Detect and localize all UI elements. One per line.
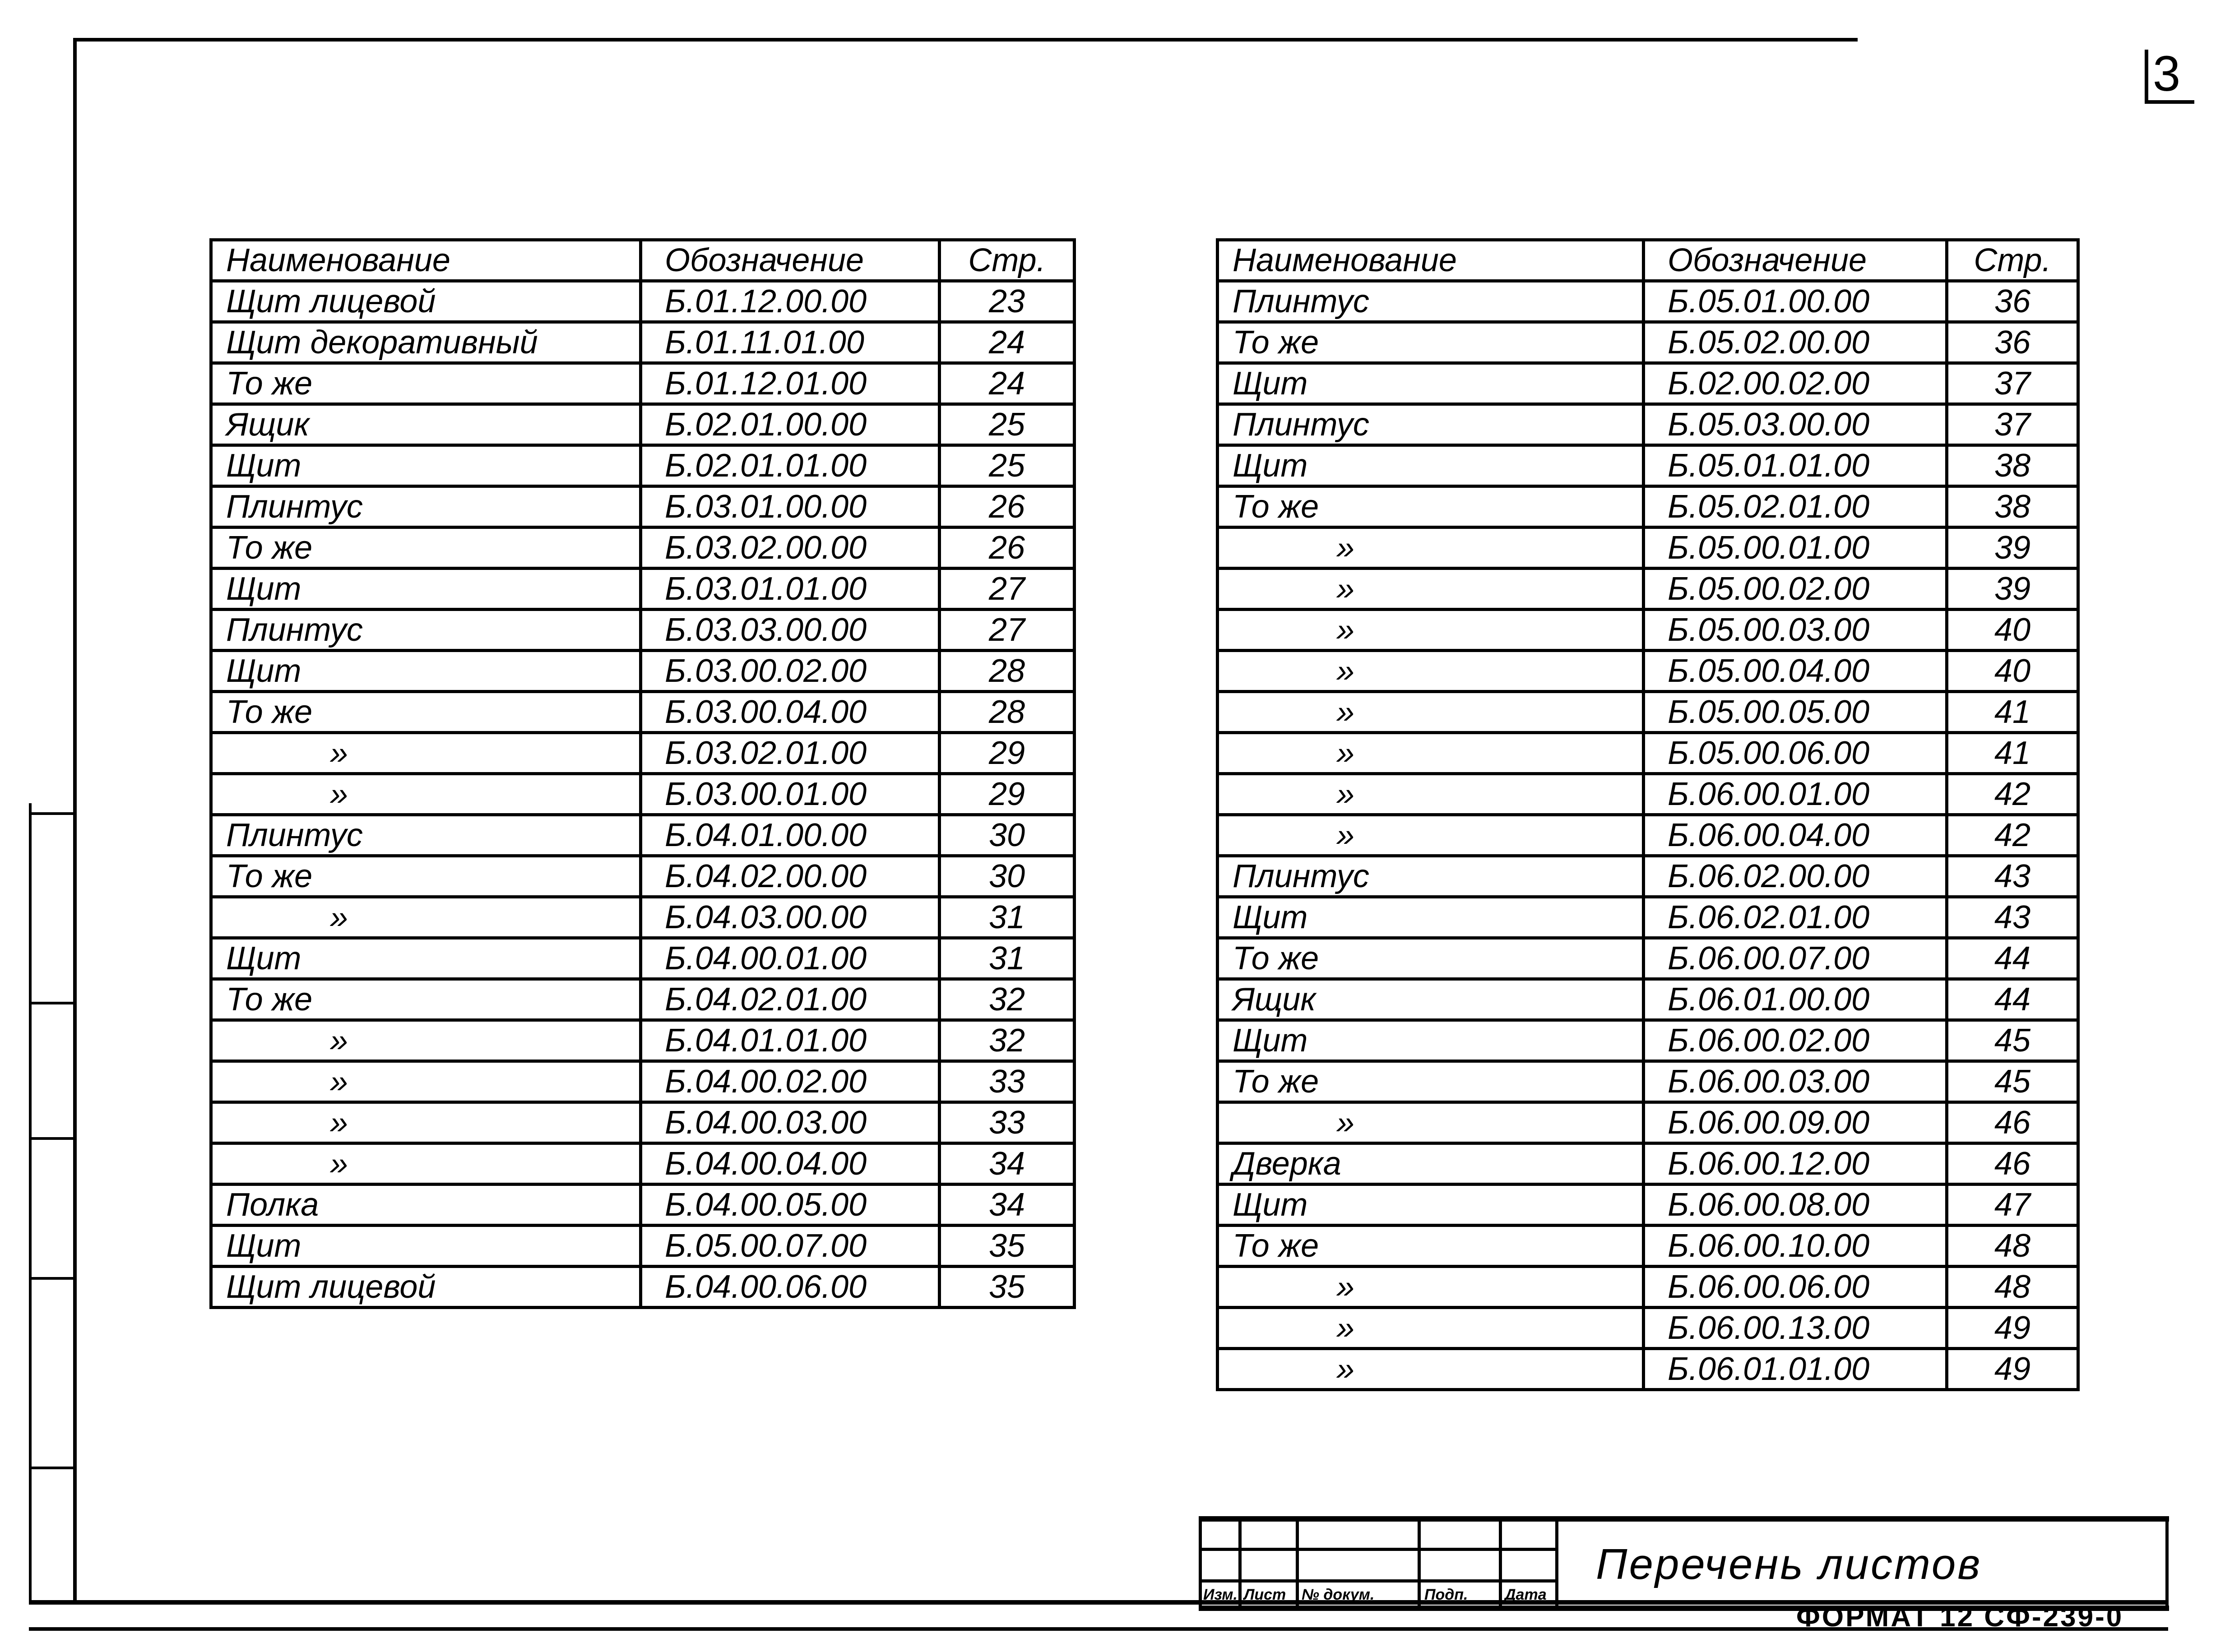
item-page: 34 [940,1185,1075,1226]
item-page: 38 [1947,445,2078,486]
item-designation: Б.05.01.01.00 [1644,445,1947,486]
item-designation: Б.06.00.09.00 [1644,1102,1947,1143]
table-row [1218,569,2078,610]
table-row [211,1020,1075,1061]
table-row [211,856,1075,897]
item-designation: Б.01.12.01.00 [641,363,940,404]
item-name: То же [1218,1226,1644,1267]
table-row [1218,897,2078,938]
header-page: Стр. [1947,240,2078,281]
item-name: » [1218,733,1644,774]
side-tick [29,812,74,815]
label-date: Дата [1505,1586,1547,1603]
item-designation: Б.06.00.12.00 [1644,1143,1947,1185]
item-name: Щит [211,569,641,610]
item-name: То же [1218,1061,1644,1102]
item-designation: Б.02.01.00.00 [641,404,940,445]
header-page: Стр. [940,240,1075,281]
item-page: 40 [1947,610,2078,651]
item-designation: Б.04.00.05.00 [641,1185,940,1226]
item-name: » [1218,1102,1644,1143]
item-designation: Б.05.00.07.00 [641,1226,940,1267]
table-header-row [211,240,1075,281]
item-name: » [1218,651,1644,692]
item-name: Щит декоративный [211,322,641,363]
item-name: То же [211,856,641,897]
item-name: То же [211,528,641,569]
item-designation: Б.04.00.02.00 [641,1061,940,1102]
item-designation: Б.05.00.01.00 [1644,528,1947,569]
item-designation: Б.03.01.00.00 [641,486,940,528]
item-name: » [1218,774,1644,815]
item-page: 37 [1947,404,2078,445]
item-name: » [211,774,641,815]
item-page: 39 [1947,569,2078,610]
label-signature: Подп. [1424,1586,1468,1603]
table-row [211,897,1075,938]
item-name: » [211,1143,641,1185]
item-page: 38 [1947,486,2078,528]
item-name: То же [1218,486,1644,528]
table-row [211,569,1075,610]
item-designation: Б.03.02.01.00 [641,733,940,774]
item-name: » [1218,569,1644,610]
item-name: То же [211,979,641,1020]
item-designation: Б.06.00.10.00 [1644,1226,1947,1267]
item-page: 34 [940,1143,1075,1185]
item-designation: Б.06.01.01.00 [1644,1349,1947,1390]
item-designation: Б.04.00.04.00 [641,1143,940,1185]
label-sheet: Лист [1244,1586,1286,1603]
table-row [211,610,1075,651]
table-row [211,528,1075,569]
item-page: 26 [940,486,1075,528]
sheet-number-bracket [2145,50,2148,104]
table-row [1218,692,2078,733]
table-row [211,404,1075,445]
item-page: 27 [940,610,1075,651]
table-row [1218,733,2078,774]
item-designation: Б.05.01.00.00 [1644,281,1947,322]
item-name: Щит [1218,1185,1644,1226]
item-designation: Б.01.11.01.00 [641,322,940,363]
item-name: Плинтус [1218,856,1644,897]
item-name: Щит лицевой [211,281,641,322]
item-page: 40 [1947,651,2078,692]
item-designation: Б.04.01.01.00 [641,1020,940,1061]
item-designation: Б.05.00.02.00 [1644,569,1947,610]
item-name: » [211,897,641,938]
item-designation: Б.02.01.01.00 [641,445,940,486]
item-name: Плинтус [211,610,641,651]
item-page: 35 [940,1226,1075,1267]
table-row [1218,1020,2078,1061]
item-designation: Б.06.00.01.00 [1644,774,1947,815]
item-name: » [211,733,641,774]
item-name: Щит [211,651,641,692]
item-page: 46 [1947,1143,2078,1185]
item-page: 42 [1947,774,2078,815]
document-title: Перечень листов [1596,1540,1982,1588]
header-designation: Обозначение [641,240,940,281]
label-doc-number: № докум. [1302,1586,1375,1603]
item-designation: Б.03.00.01.00 [641,774,940,815]
item-page: 39 [1947,528,2078,569]
header-designation: Обозначение [1644,240,1947,281]
item-designation: Б.04.00.01.00 [641,938,940,979]
format-line: ФОРМАТ 12 СФ-239-0 [1796,1601,2124,1633]
item-name: Плинтус [211,815,641,856]
table-row [211,1226,1075,1267]
side-tick [29,1467,74,1469]
item-page: 49 [1947,1349,2078,1390]
item-designation: Б.06.00.04.00 [1644,815,1947,856]
frame-left-line [73,38,77,1604]
table-row [211,322,1075,363]
item-name: Щит [211,1226,641,1267]
table-row [211,363,1075,404]
table-row [211,815,1075,856]
table-row [1218,1226,2078,1267]
item-page: 24 [940,363,1075,404]
item-designation: Б.04.02.01.00 [641,979,940,1020]
item-designation: Б.05.03.00.00 [1644,404,1947,445]
item-page: 36 [1947,281,2078,322]
table-row [1218,1102,2078,1143]
item-name: Щит [211,445,641,486]
item-name: То же [211,363,641,404]
item-page: 43 [1947,856,2078,897]
item-designation: Б.05.02.01.00 [1644,486,1947,528]
table-row [211,692,1075,733]
item-designation: Б.03.00.04.00 [641,692,940,733]
item-page: 28 [940,651,1075,692]
item-page: 41 [1947,692,2078,733]
item-designation: Б.02.00.02.00 [1644,363,1947,404]
item-designation: Б.03.00.02.00 [641,651,940,692]
table-row [1218,815,2078,856]
item-page: 45 [1947,1061,2078,1102]
frame-outer-left-line [29,803,32,1604]
item-name: Плинтус [1218,281,1644,322]
table-row [1218,938,2078,979]
item-designation: Б.01.12.00.00 [641,281,940,322]
table-row [1218,651,2078,692]
right-sheet-list-table [1216,238,2080,1391]
item-name: » [1218,815,1644,856]
item-page: 31 [940,938,1075,979]
table-row [1218,1185,2078,1226]
item-page: 35 [940,1267,1075,1308]
left-sheet-list-table [209,238,1076,1309]
item-name: Ящик [1218,979,1644,1020]
table-row [1218,1061,2078,1102]
table-row [211,979,1075,1020]
frame-top-line [75,38,1858,42]
side-tick [29,1002,74,1004]
table-row [1218,610,2078,651]
item-page: 36 [1947,322,2078,363]
table-row [211,651,1075,692]
item-designation: Б.05.00.04.00 [1644,651,1947,692]
item-page: 45 [1947,1020,2078,1061]
item-name: Дверка [1218,1143,1644,1185]
item-name: » [1218,1267,1644,1308]
item-page: 30 [940,856,1075,897]
item-designation: Б.05.00.06.00 [1644,733,1947,774]
table-row [1218,1267,2078,1308]
item-designation: Б.06.00.08.00 [1644,1185,1947,1226]
item-name: » [1218,1349,1644,1390]
item-page: 42 [1947,815,2078,856]
item-page: 23 [940,281,1075,322]
item-page: 28 [940,692,1075,733]
table-row [1218,856,2078,897]
item-designation: Б.04.01.00.00 [641,815,940,856]
header-name: Наименование [211,240,641,281]
item-name: » [211,1102,641,1143]
item-name: Щит [211,938,641,979]
item-page: 48 [1947,1226,2078,1267]
item-designation: Б.06.00.06.00 [1644,1267,1947,1308]
table-row [1218,322,2078,363]
table-row [211,733,1075,774]
item-designation: Б.04.02.00.00 [641,856,940,897]
item-designation: Б.06.02.01.00 [1644,897,1947,938]
item-page: 46 [1947,1102,2078,1143]
item-designation: Б.06.00.07.00 [1644,938,1947,979]
table-row [211,486,1075,528]
item-designation: Б.04.03.00.00 [641,897,940,938]
table-row [211,1061,1075,1102]
title-block [1199,1516,2169,1611]
item-designation: Б.04.00.06.00 [641,1267,940,1308]
item-page: 48 [1947,1267,2078,1308]
item-page: 44 [1947,979,2078,1020]
item-name: Полка [211,1185,641,1226]
item-page: 25 [940,445,1075,486]
item-page: 30 [940,815,1075,856]
table-header-row [1218,240,2078,281]
item-page: 33 [940,1061,1075,1102]
item-designation: Б.06.00.02.00 [1644,1020,1947,1061]
item-page: 41 [1947,733,2078,774]
item-page: 27 [940,569,1075,610]
item-page: 32 [940,979,1075,1020]
item-designation: Б.06.00.03.00 [1644,1061,1947,1102]
item-name: » [211,1061,641,1102]
item-name: Щит [1218,445,1644,486]
label-change: Изм. [1203,1586,1238,1603]
side-tick [29,1277,74,1280]
item-name: Плинтус [211,486,641,528]
item-name: » [1218,528,1644,569]
item-name: Ящик [211,404,641,445]
item-name: То же [1218,322,1644,363]
item-page: 25 [940,404,1075,445]
item-page: 47 [1947,1185,2078,1226]
item-designation: Б.05.00.05.00 [1644,692,1947,733]
table-row [1218,1349,2078,1390]
table-row [211,1143,1075,1185]
item-page: 33 [940,1102,1075,1143]
item-page: 49 [1947,1308,2078,1349]
item-designation: Б.05.00.03.00 [1644,610,1947,651]
table-row [1218,363,2078,404]
item-page: 29 [940,733,1075,774]
item-name: » [1218,1308,1644,1349]
item-designation: Б.05.02.00.00 [1644,322,1947,363]
item-name: Щит [1218,897,1644,938]
item-name: Щит [1218,363,1644,404]
table-row [211,938,1075,979]
item-designation: Б.03.01.01.00 [641,569,940,610]
table-row [211,774,1075,815]
sheet-number: 3 [2153,46,2181,102]
table-row [1218,528,2078,569]
item-designation: Б.04.00.03.00 [641,1102,940,1143]
table-row [1218,486,2078,528]
item-page: 43 [1947,897,2078,938]
item-page: 44 [1947,938,2078,979]
item-name: » [1218,610,1644,651]
item-designation: Б.06.01.00.00 [1644,979,1947,1020]
table-row [211,445,1075,486]
table-row [1218,1308,2078,1349]
item-page: 31 [940,897,1075,938]
table-row [211,1267,1075,1308]
table-row [1218,979,2078,1020]
table-row [1218,445,2078,486]
item-name: » [211,1020,641,1061]
item-name: » [1218,692,1644,733]
side-tick [29,1137,74,1140]
item-page: 24 [940,322,1075,363]
table-row [211,1102,1075,1143]
table-row [1218,281,2078,322]
item-name: То же [1218,938,1644,979]
item-page: 32 [940,1020,1075,1061]
item-designation: Б.03.03.00.00 [641,610,940,651]
item-designation: Б.03.02.00.00 [641,528,940,569]
table-row [1218,1143,2078,1185]
table-row [211,281,1075,322]
item-page: 37 [1947,363,2078,404]
table-row [211,1185,1075,1226]
item-name: Щит [1218,1020,1644,1061]
item-name: Плинтус [1218,404,1644,445]
item-name: То же [211,692,641,733]
table-row [1218,404,2078,445]
item-name: Щит лицевой [211,1267,641,1308]
item-page: 26 [940,528,1075,569]
table-row [1218,774,2078,815]
item-page: 29 [940,774,1075,815]
item-designation: Б.06.00.13.00 [1644,1308,1947,1349]
item-designation: Б.06.02.00.00 [1644,856,1947,897]
header-name: Наименование [1218,240,1644,281]
